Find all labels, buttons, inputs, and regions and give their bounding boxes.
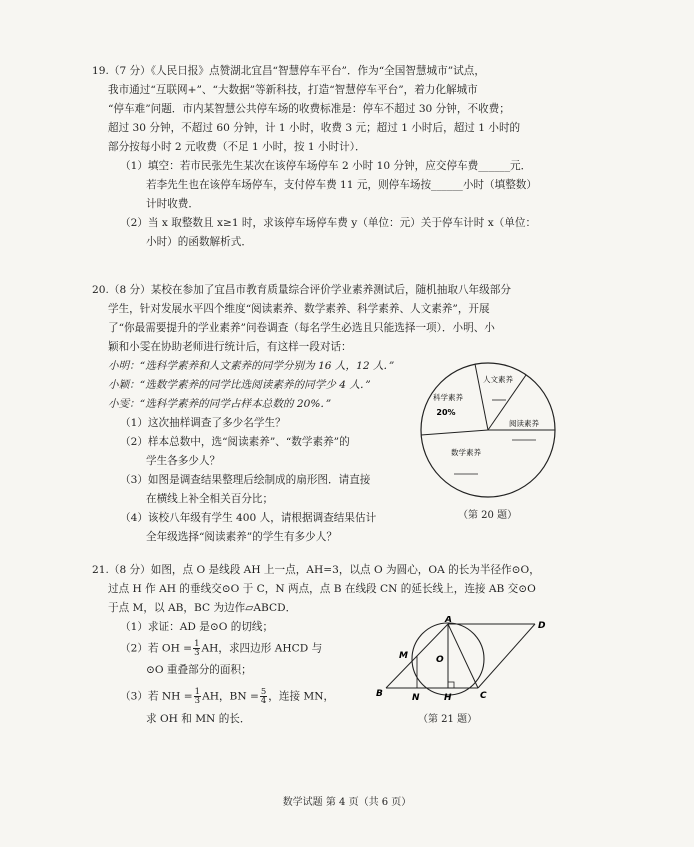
q20-line-2: 学生，针对发展水平四个维度“阅读素养、数学素养、科学素养、人文素养”，开展	[108, 303, 490, 315]
label-b: B	[376, 689, 383, 699]
frac-denominator: 3	[194, 648, 200, 658]
q21-part-2-post: AH，求四边形 AHCD 与	[201, 642, 323, 655]
q21-line-1: 21.（8 分）如图，点 O 是线段 AH 上一点，AH=3，以点 O 为圆心，OA 的长为半径作⊙O，	[92, 564, 540, 576]
segment-dc	[478, 624, 535, 688]
q20-part-2-cont: 学生各多少人？	[146, 455, 221, 467]
q20-line-4: 颖和小雯在协助老师进行统计后，有这样一段对话：	[108, 341, 352, 353]
pie-label-reading: 阅读素养	[509, 419, 539, 428]
q20-dialogue-xiaowen: 小雯：“选科学素养的同学占样本总数的 20%．”	[108, 398, 332, 410]
q20-pie-figure	[418, 360, 558, 500]
frac-denominator: 3	[194, 696, 201, 706]
frac-denominator: 4	[260, 696, 267, 706]
q21-geometry-figure	[370, 616, 560, 706]
page-footer: 数学试题 第 4 页（共 6 页）	[282, 797, 412, 808]
pie-label-science: 科学素养	[433, 393, 463, 402]
q19-line-7: 若李先生也在该停车场停车，支付停车费 11 元，则停车场按______小时（填整数）	[146, 179, 537, 191]
q19-line-10: 小时）的函数解析式．	[146, 236, 252, 248]
q20-part-3-cont: 在横线上补全相关百分比；	[146, 493, 274, 505]
q20-part-1: （1）这次抽样调查了多少名学生？	[120, 417, 286, 429]
q20-line-1: 20.（8 分）某校在参加了宜昌市教育质量综合评价学业素养测试后，随机抽取八年级部分	[92, 284, 511, 296]
label-h: H	[444, 693, 452, 703]
q20-dialogue-xiaoying: 小颖：“选数学素养的同学比选阅读素养的同学少 4 人．”	[108, 379, 371, 391]
q21-part-3-cont: 求 OH 和 MN 的长．	[146, 713, 251, 725]
q19-line-4: 超过 30 分钟，不超过 60 分钟，计 1 小时，收费 3 元；超过 1 小时后，超过 1 小时的	[108, 122, 521, 134]
geometry-diagram	[370, 616, 560, 706]
q20-part-4: （4）该校八年级有学生 400 人，请根据调查结果估计	[120, 512, 377, 524]
q19-line-3: “停车难”问题．市内某智慧公共停车场的收费标准是：停车不超过 30 分钟，不收费；	[108, 103, 510, 115]
q21-line-2: 过点 H 作 AH 的垂线交⊙O 于 C，N 两点，点 B 在线段 CN 的延长线上，连接 AB 交⊙O	[108, 583, 536, 595]
q19-line-1: 19.（7 分）《人民日报》点赞湖北宜昌“智慧停车平台”．作为“全国智慧城市”试点，	[92, 65, 485, 77]
pie-label-science-percent: 20%	[436, 408, 456, 417]
q20-dialogue-xiaoming: 小明：“选科学素养和人文素养的同学分别为 16 人，12 人．”	[108, 360, 395, 372]
frac-numerator: 1	[194, 639, 200, 649]
q20-part-4-cont: 全年级选择“阅读素养”的学生有多少人？	[146, 531, 337, 543]
q21-part-1: （1）求证：AD 是⊙O 的切线；	[120, 621, 274, 633]
label-c: C	[480, 691, 487, 701]
pie-label-math: 数学素养	[451, 448, 481, 457]
label-n: N	[412, 693, 420, 703]
q20-line-3: 了“你最需要提升的学业素养”问卷调查（每名学生必选且只能选择一项）．小明、小	[108, 322, 495, 334]
pie-label-humanities: 人文素养	[483, 375, 513, 384]
q21-part-3-post: ，连接 MN，	[268, 690, 335, 703]
q19-line-9: （2）当 x 取整数且 x≥1 时，求该停车场停车费 y（单位：元）关于停车计时 x（单位：	[120, 217, 537, 229]
label-o: O	[436, 655, 444, 665]
q19-line-5: 部分按每小时 2 元收费（不足 1 小时，按 1 小时计）．	[108, 141, 366, 153]
pie-divider-1	[475, 364, 488, 430]
pie-divider-4	[421, 430, 488, 435]
q21-figure-caption: （第 21 题）	[418, 714, 478, 725]
q19-line-6: （1）填空：若市民张先生某次在该停车场停车 2 小时 10 分钟，应交停车费______元．	[120, 160, 532, 172]
pie-chart	[418, 360, 558, 500]
q20-part-3: （3）如图是调查结果整理后绘制成的扇形图．请直接	[120, 474, 371, 486]
q20-part-2: （2）样本总数中，选“阅读素养”、“数学素养”的	[120, 436, 350, 448]
q19-line-8: 计时收费．	[146, 198, 199, 210]
label-d: D	[538, 621, 546, 631]
q21-part-2	[120, 640, 322, 657]
q21-part-2-cont: ⊙O 重叠部分的面积；	[146, 664, 252, 676]
q21-frac-one-third-b	[194, 688, 201, 705]
right-angle-mark	[448, 682, 454, 688]
q21-frac-five-fourths	[260, 688, 267, 705]
q21-part-3	[120, 688, 334, 705]
frac-numerator: 5	[260, 687, 267, 697]
q21-line-3: 于点 M，以 AB，BC 为边作▱ABCD．	[108, 602, 297, 614]
q19-line-2: 我市通过“互联网+”、“大数据”等新科技，打造“智慧停车平台”，着力化解城市	[108, 84, 478, 96]
q20-figure-caption: （第 20 题）	[458, 510, 518, 521]
q21-part-3-pre: （3）若 NH =	[120, 690, 193, 703]
q21-part-3-mid: AH，BN =	[202, 690, 259, 703]
label-a: A	[445, 616, 452, 625]
label-m: M	[399, 651, 408, 661]
frac-numerator: 1	[194, 687, 201, 697]
q21-frac-one-third-a	[193, 640, 200, 657]
q21-part-2-pre: （2）若 OH =	[120, 642, 193, 655]
